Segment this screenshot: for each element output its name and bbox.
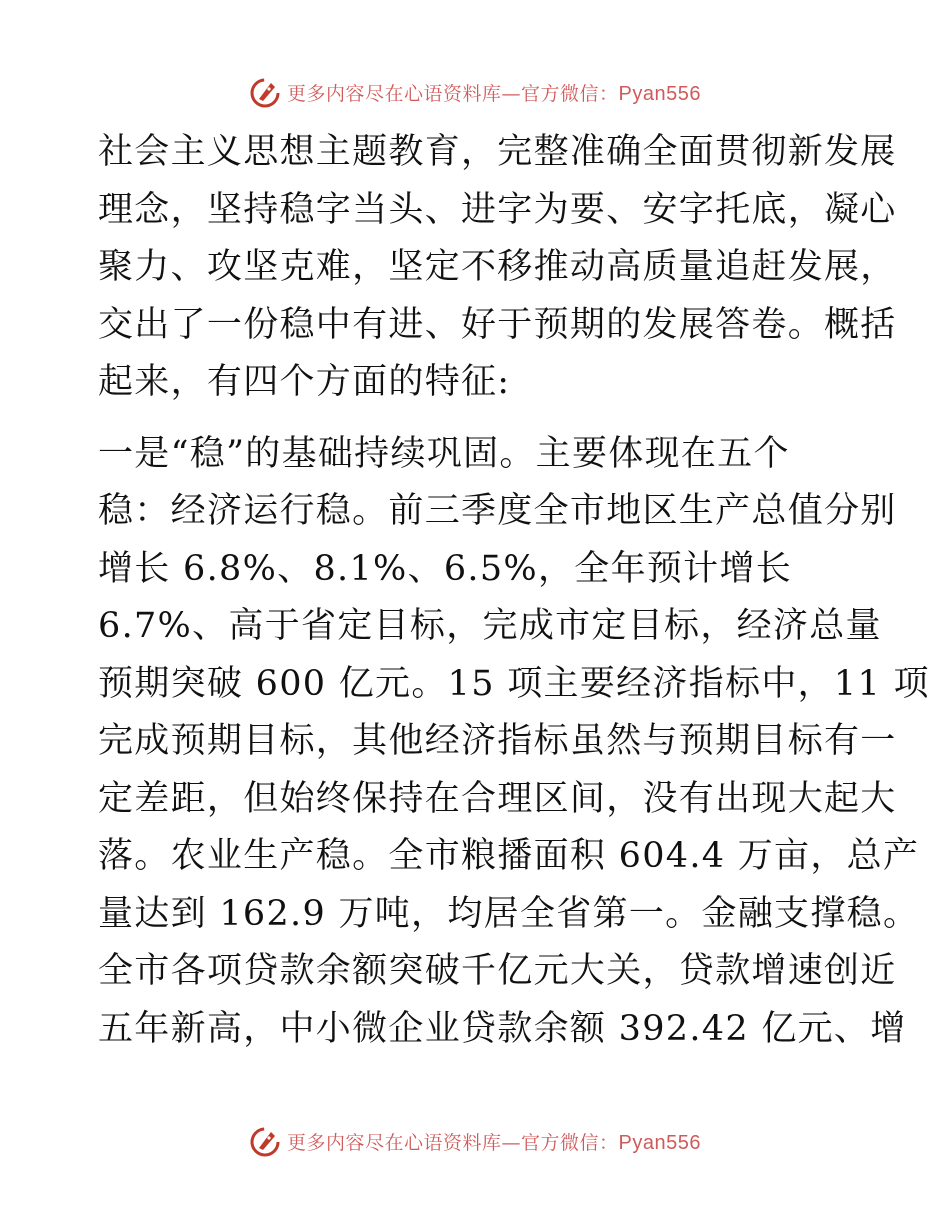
document-body [98, 124, 930, 1058]
pen-nib-seal-icon [249, 75, 283, 109]
paragraph-line: 增长 6.8%、8.1%、6.5%，全年预计增长 [98, 548, 793, 589]
paragraph-line: 聚力、攻坚克难，坚定不移推动高质量追赶发展， [98, 247, 897, 287]
footer-watermark-banner [0, 1121, 950, 1161]
paragraph-line: 完成预期目标，其他经济指标虽然与预期目标有一 [98, 721, 897, 761]
footer-watermark-text: 更多内容尽在心语资料库—官方微信：Pyan556 [287, 1131, 701, 1154]
paragraph-line: 一是“稳”的基础持续巩固。主要体现在五个 [98, 433, 790, 474]
paragraph-line: 预期突破 600 亿元。15 项主要经济指标中，11 项 [98, 663, 930, 704]
paragraph-line: 五年新高，中小微企业贷款余额 392.42 亿元、增 [98, 1008, 907, 1049]
paragraph-line: 落。农业生产稳。全市粮播面积 604.4 万亩，总产 [98, 836, 920, 876]
paragraph-line: 量达到 162.9 万吨，均居全省第一。金融支撑稳。 [98, 893, 920, 934]
header-watermark-banner [0, 72, 950, 112]
paragraph-line: 6.7%、高于省定目标，完成市定目标，经济总量 [98, 606, 882, 646]
paragraph-line: 理念，坚持稳字当头、进字为要、安字托底，凝心 [98, 189, 897, 230]
pen-nib-seal-icon [249, 1124, 283, 1158]
paragraph-line: 稳：经济运行稳。前三季度全市地区生产总值分别 [98, 491, 897, 531]
paragraph-line: 起来，有四个方面的特征: [98, 362, 511, 402]
paragraph-line: 全市各项贷款余额突破千亿元大关，贷款增速创近 [98, 951, 897, 991]
paragraph-line: 社会主义思想主题教育，完整准确全面贯彻新发展 [98, 132, 897, 172]
header-watermark-text: 更多内容尽在心语资料库—官方微信：Pyan556 [287, 82, 701, 105]
paragraph-line: 定差距，但始终保持在合理区间，没有出现大起大 [98, 778, 897, 819]
paragraph-line: 交出了一份稳中有进、好于预期的发展答卷。概括 [98, 304, 897, 345]
